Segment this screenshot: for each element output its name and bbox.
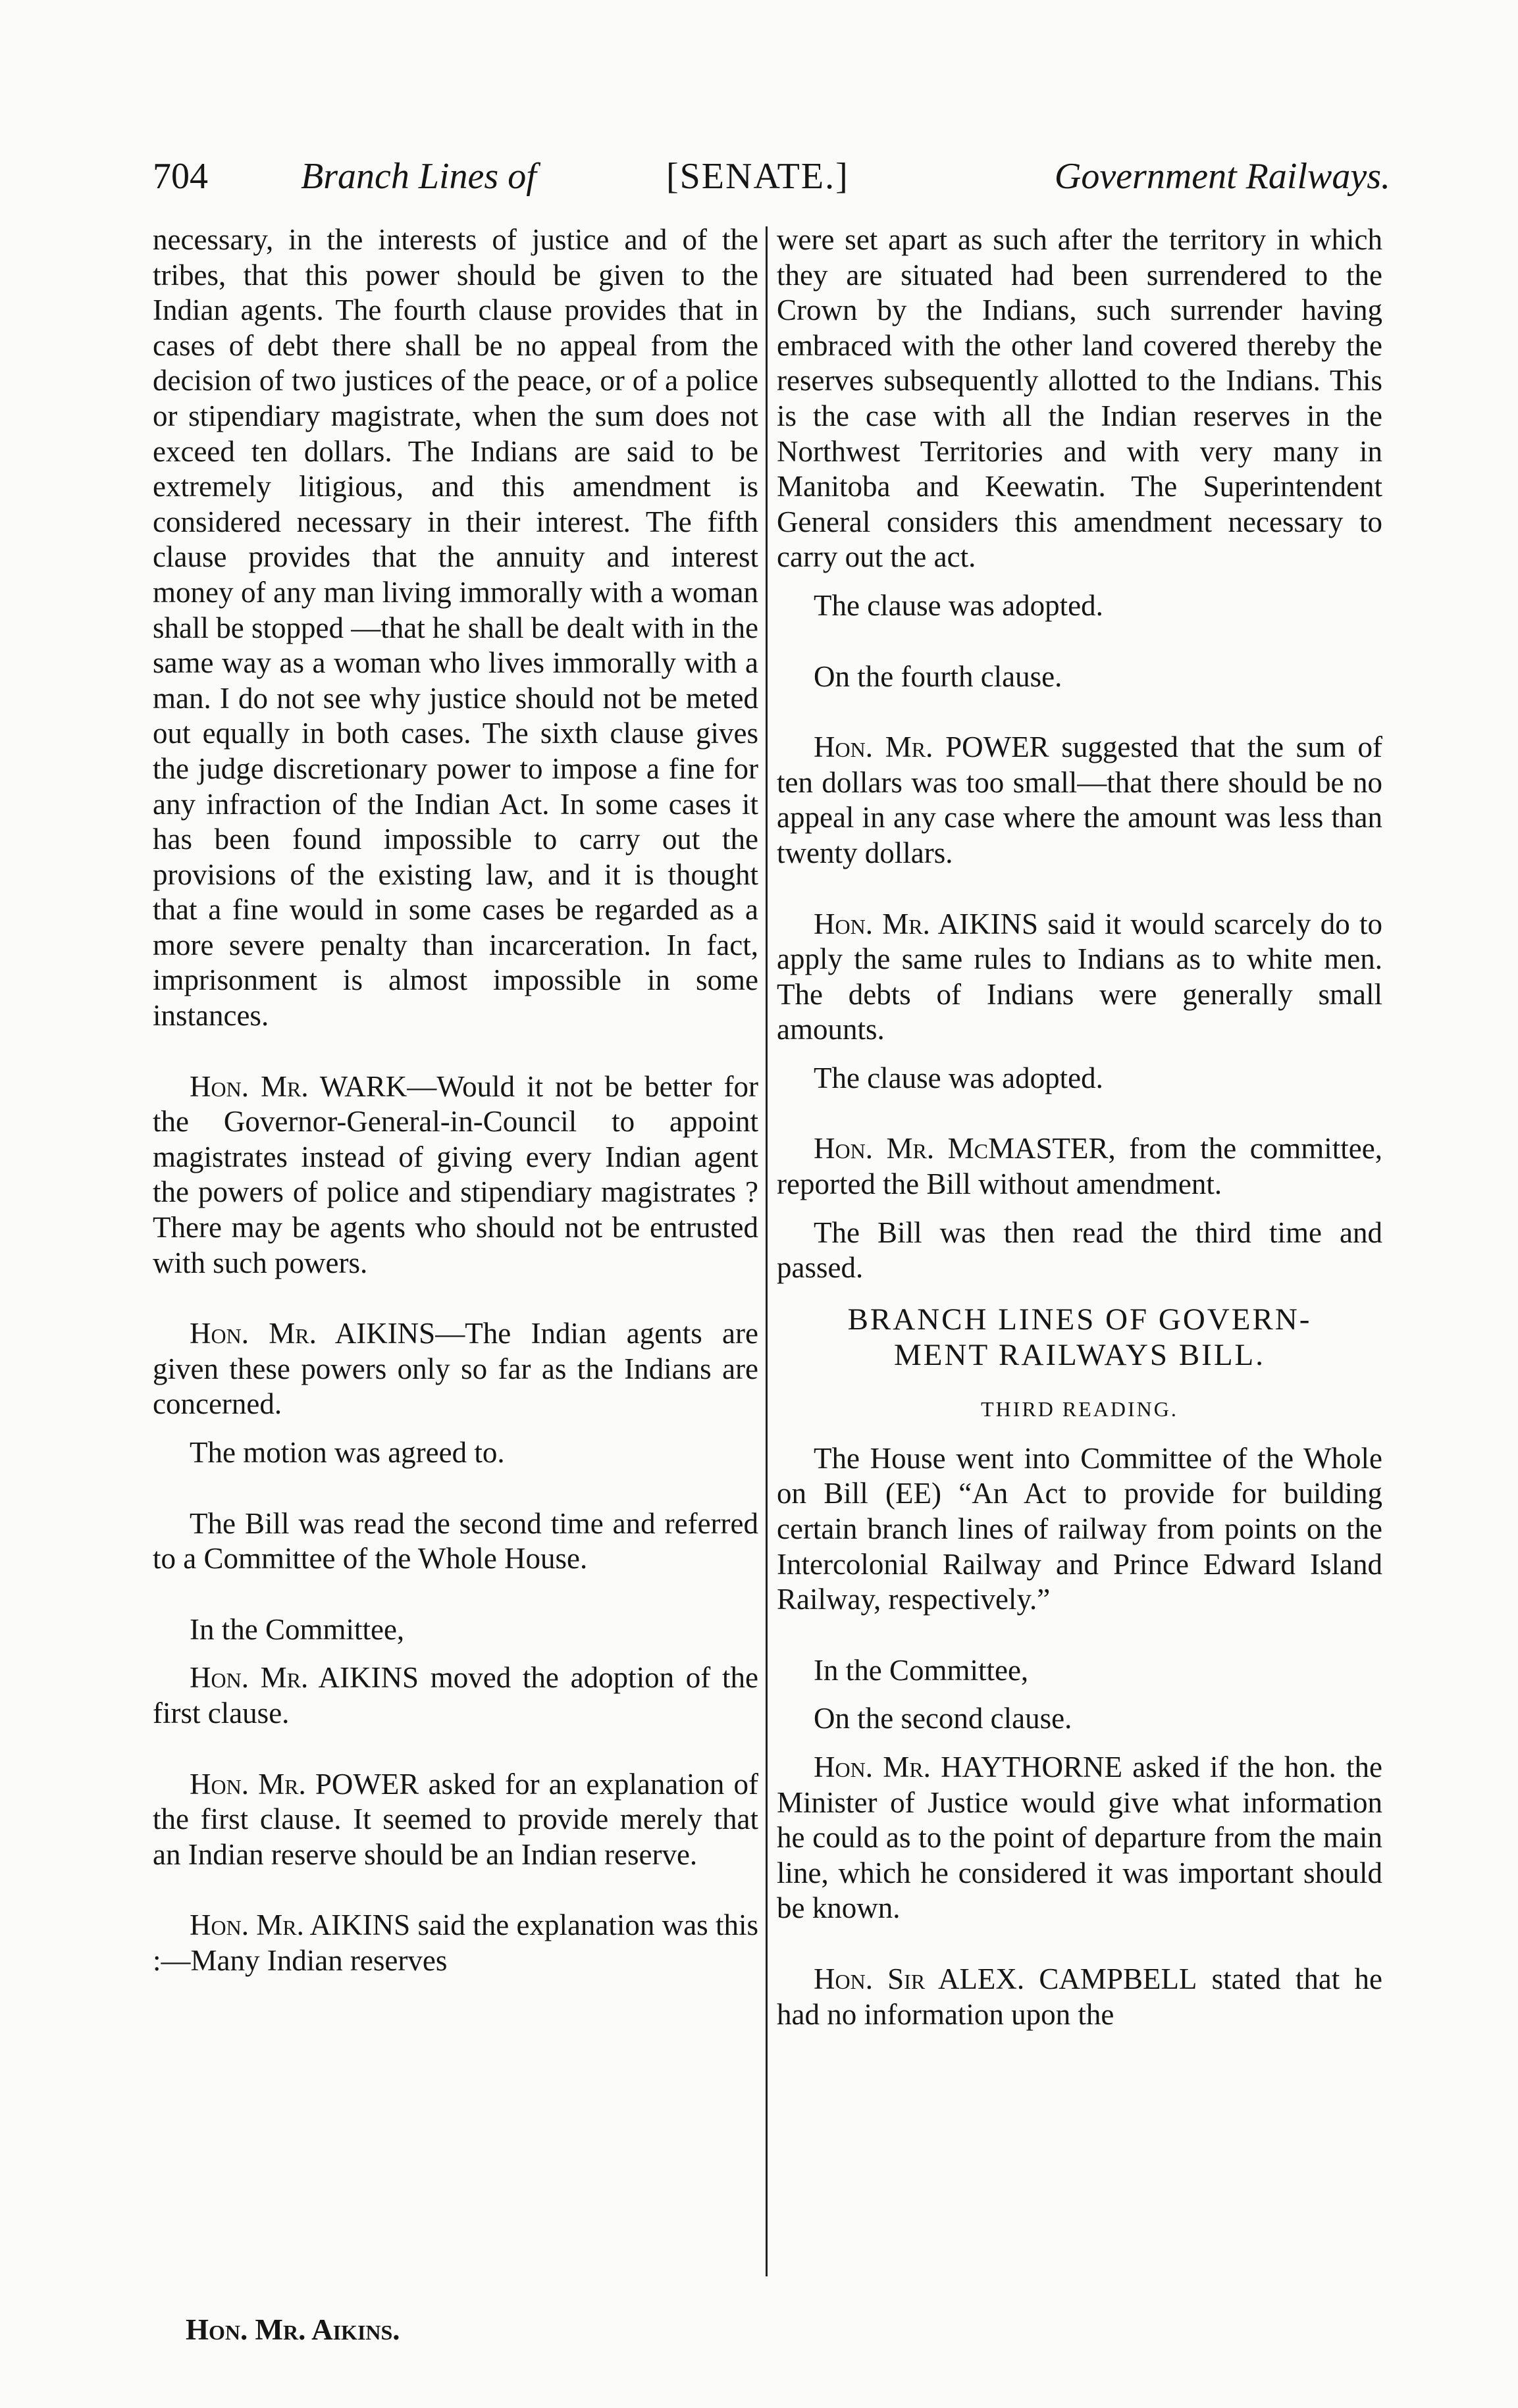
section-subtitle: THIRD READING. <box>981 1396 1178 1421</box>
paragraph: The House went into Committee of the Whole on Bill (EE) “An Act to provide for building certain branch lines of railway from points on the Intercolonial Railway and Prince Edward Island Railway, respectively.” <box>777 1441 1382 1616</box>
speech-paragraph <box>777 1750 1382 1926</box>
paragraph: The motion was agreed to. <box>190 1436 505 1469</box>
section-title-line-2: MENT RAILWAYS BILL. <box>894 1337 1265 1372</box>
speech-paragraph <box>153 1908 758 1978</box>
paragraph: On the second clause. <box>814 1702 1072 1735</box>
speaker-name: Hon. Mr. HAYTHORNE <box>814 1751 1122 1783</box>
right-column <box>777 222 1382 2032</box>
speech-paragraph <box>153 1316 758 1422</box>
speech-text: —The Indian agents are given these powers only so far as the Indians are concerned. <box>153 1317 758 1421</box>
section-title <box>777 1302 1382 1373</box>
speech-paragraph <box>153 1069 758 1281</box>
paragraph: necessary, in the interests of justice and of the tribes, that this power should be given to the Indian agents. The fourth clause provides that in cases of debt there shall be no appeal from the decision of two justices of the peace, or of a police or stipendiary magistrate, when the sum does not exceed ten dollars. The Indians are said to be extremely litigious, and this amendment is considered necessary in their interest. The fifth clause provides that the annuity and interest money of any man living immorally with a woman shall be stopped —that he shall be dealt with in the same way as a woman who lives immorally with a man. I do not see why justice should not be meted out equally in both cases. The sixth clause gives the judge discretionary power to impose a fine for any infraction of the Indian Act. In some cases it has been found impossible to carry out the provisions of the existing law, and it is thought that a fine would in some cases be regarded as a more severe penalty than incarceration. In fact, imprisonment is almost impossible in some instances. <box>153 223 758 1033</box>
section-title-line-1: BRANCH LINES OF GOVERN- <box>847 1302 1312 1337</box>
page-header <box>153 150 1390 203</box>
left-column <box>153 222 758 1979</box>
speech-text: asked for an explanation of the first clause. It seemed to provide merely that an Indian reserve should be an Indian reserve. <box>153 1767 758 1871</box>
speaker-name: Hon. Mr. McMASTER <box>814 1132 1109 1166</box>
page-number: 704 <box>153 156 208 197</box>
paragraph: The clause was adopted. <box>814 588 1103 622</box>
speaker-name: Hon. Mr. AIKINS <box>190 1908 411 1942</box>
paragraph: were set apart as such after the territory in which they are situated had been surrendered to the Crown by the Indians, such surrender having embraced with the other land covered thereby the reserves subsequently allotted to the Indians. This is the case with all the Indian reserves in the Northwest Territories and with very many in Manitoba and Keewatin. The Superintendent General considers this amendment necessary to carry out the act. <box>777 223 1382 574</box>
running-title-center: [SENATE.] <box>666 156 849 197</box>
speech-text: said the explanation was this :—Many Indian reserves <box>153 1908 758 1977</box>
paragraph: The Bill was read the second time and referred to a Committee of the Whole House. <box>153 1506 758 1575</box>
speech-text: moved the adoption of the first clause. <box>153 1661 758 1729</box>
speech-text: said it would scarcely do to apply the same rules to Indians as to white men. The debts of Indians were generally small amounts. <box>777 907 1382 1046</box>
paragraph: The Bill was then read the third time and passed. <box>777 1216 1382 1285</box>
paragraph: The clause was adopted. <box>814 1061 1103 1094</box>
column-divider <box>766 226 768 2276</box>
speaker-name: Hon. Mr. WARK <box>190 1069 407 1103</box>
speaker-name: Hon. Mr. AIKINS <box>814 907 1039 940</box>
paragraph: In the Committee, <box>190 1612 405 1646</box>
running-title-right: Government Railways. <box>1054 156 1390 197</box>
speech-text: —Would it not be better for the Governor-General-in-Council to appoint magistrates instead of giving every Indian agent the powers of police and stipendiary magistrates ? There may be agents who should not be entrusted with such powers. <box>153 1069 758 1279</box>
speech-paragraph <box>153 1660 758 1731</box>
running-title-left: Branch Lines of <box>301 156 537 197</box>
speech-text: , from the committee, reported the Bill without amendment. <box>777 1132 1382 1201</box>
speaker-name: Hon. Mr. POWER <box>814 730 1049 764</box>
speech-paragraph <box>777 907 1382 1048</box>
paragraph: On the fourth clause. <box>814 659 1062 693</box>
speaker-name: Hon. Mr. POWER <box>190 1767 419 1801</box>
speaker-name: Hon. Sir ALEX. CAMPBELL <box>814 1962 1197 1995</box>
catchword: Hon. Mr. Aikins. <box>186 2313 400 2346</box>
speech-paragraph <box>777 730 1382 871</box>
speech-paragraph <box>153 1767 758 1873</box>
speech-paragraph <box>777 1131 1382 1202</box>
speaker-name: Hon. Mr. AIKINS <box>190 1661 419 1695</box>
paragraph: In the Committee, <box>814 1653 1029 1687</box>
speech-text: asked if the hon. the Minister of Justice would give what information he could as to the point of departure from the main line, which he considered it was important should be known. <box>777 1751 1382 1925</box>
speech-text: stated that he had no information upon the <box>777 1962 1382 2031</box>
speaker-name: Hon. Mr. AIKINS <box>190 1317 436 1350</box>
speech-text: suggested that the sum of ten dollars was too small—that there should be no appeal in any case where the amount was less than twenty dollars. <box>777 730 1382 869</box>
speech-paragraph <box>777 1962 1382 2032</box>
